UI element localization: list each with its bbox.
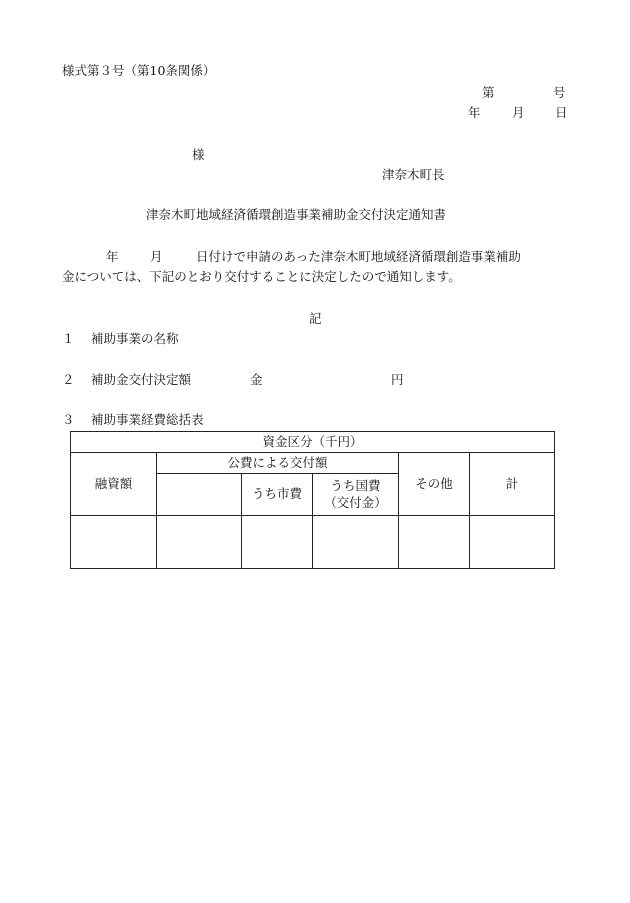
table-header-fund-category: 資金区分（千円） [71,432,555,453]
item-number: ３ [62,412,75,427]
table-subheader-city: うち市費 [242,474,313,516]
document-title: 津奈木町地域経済循環創造事業補助金交付決定通知書 [146,207,447,222]
expense-summary-table [70,431,555,569]
table-cell-total[interactable] [470,516,555,569]
table-subheader-national-line-1: うち国費 [330,477,381,493]
addressee-honorific: 様 [192,147,205,162]
table-subheader-national-line-2: （交付金） [324,494,387,510]
table-subheader-national [313,474,399,516]
document-number-suffix: 号 [553,85,566,100]
table-subheader-blank [157,474,242,516]
table-cell-national[interactable] [313,516,399,569]
table-cell-loan[interactable] [71,516,157,569]
amount-kin-label: 金 [250,372,263,387]
item-label: 補助事業経費総括表 [91,412,204,427]
table-cell-public[interactable] [157,516,242,569]
item-label: 補助金交付決定額 [91,372,192,387]
table-header-other: その他 [399,453,470,516]
amount-yen-label: 円 [391,372,404,387]
date-year-label: 年 [468,105,481,120]
item-label: 補助事業の名称 [91,331,179,346]
ki-heading: 記 [309,311,322,326]
table-header-public-grant: 公費による交付額 [157,453,399,474]
table-cell-other[interactable] [399,516,470,569]
table-header-loan: 融資額 [71,453,157,516]
body-line-1-text: 日付けで申請のあった津奈木町地域経済循環創造事業補助 [196,249,521,264]
form-number: 様式第３号（第10条関係） [62,63,216,78]
item-number: ２ [62,372,75,387]
body-paragraph-line-2: 金については、下記のとおり交付することに決定したので通知します。 [62,269,461,284]
body-year-label: 年 [106,249,119,264]
item-number: １ [62,331,75,346]
date-day-label: 日 [555,105,568,120]
sender-name: 津奈木町長 [382,167,445,182]
body-month-label: 月 [150,249,163,264]
document-number-prefix: 第 [482,85,495,100]
date-month-label: 月 [512,105,525,120]
table-cell-city[interactable] [242,516,313,569]
table-header-total: 計 [470,453,555,516]
